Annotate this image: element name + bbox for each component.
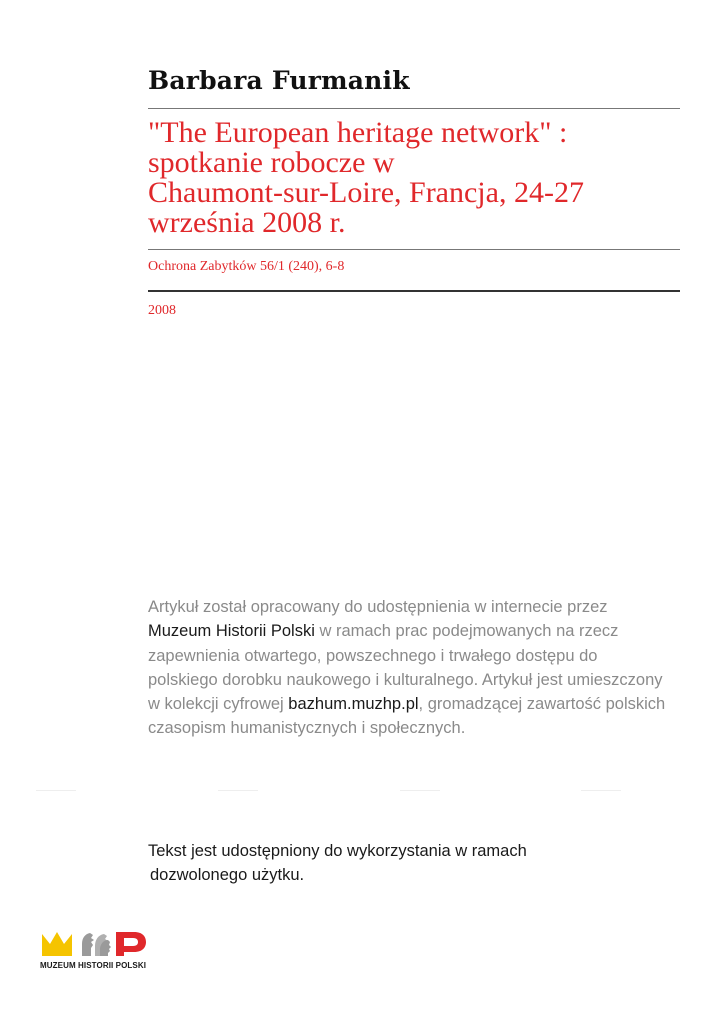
author-name: Barbara Furmanik: [148, 66, 410, 95]
usage-line: Tekst jest udostępniony do wykorzystania w ramach: [148, 842, 527, 860]
title-line: września 2008 r.: [148, 206, 346, 239]
title-line: spotkanie robocze w: [148, 146, 395, 179]
notice-text: w ramach prac podejmowanych na rzecz: [314, 622, 619, 641]
divider: [148, 290, 680, 292]
publication-year: 2008: [148, 303, 176, 318]
title-line: Chaumont-sur-Loire, Francja, 24-27: [148, 176, 584, 209]
separator-dash: [218, 790, 258, 791]
notice-line: czasopism humanistycznych i społecznych.: [148, 719, 466, 738]
notice-text: , gromadzącej zawartość polskich: [418, 695, 666, 714]
notice-text: w kolekcji cyfrowej: [148, 695, 289, 714]
separator-dash: [36, 790, 76, 791]
usage-notice: [148, 839, 527, 887]
logo-caption: MUZEUM HISTORII POLSKI: [40, 961, 147, 970]
notice-line: polskiego dorobku naukowego i kulturalnego. Artykuł jest umieszczony: [148, 670, 663, 689]
usage-line: dozwolonego użytku.: [150, 866, 305, 884]
collection-link[interactable]: bazhum.muzhp.pl: [288, 695, 419, 714]
article-title: [148, 118, 680, 238]
notice-line: Artykuł został opracowany do udostępnienia w internecie przez: [148, 598, 608, 616]
profiles-icon: [82, 933, 94, 956]
notice-line: [148, 619, 668, 643]
p-letter-icon: [116, 932, 146, 956]
crown-icon: [42, 932, 72, 956]
organization-name: Muzeum Historii Polski: [148, 622, 315, 641]
separator-dash: [581, 790, 621, 791]
title-line: "The European heritage network" :: [148, 116, 568, 149]
divider: [148, 108, 680, 109]
museum-logo: [40, 928, 170, 974]
separator-dash: [400, 790, 440, 791]
notice-line: [148, 692, 668, 716]
source-citation: Ochrona Zabytków 56/1 (240), 6-8: [148, 259, 345, 274]
logo-mark: [40, 928, 155, 960]
divider: [148, 249, 680, 250]
notice-line: zapewnienia otwartego, powszechnego i trwałego dostępu do: [148, 646, 598, 665]
availability-notice: [148, 595, 668, 741]
